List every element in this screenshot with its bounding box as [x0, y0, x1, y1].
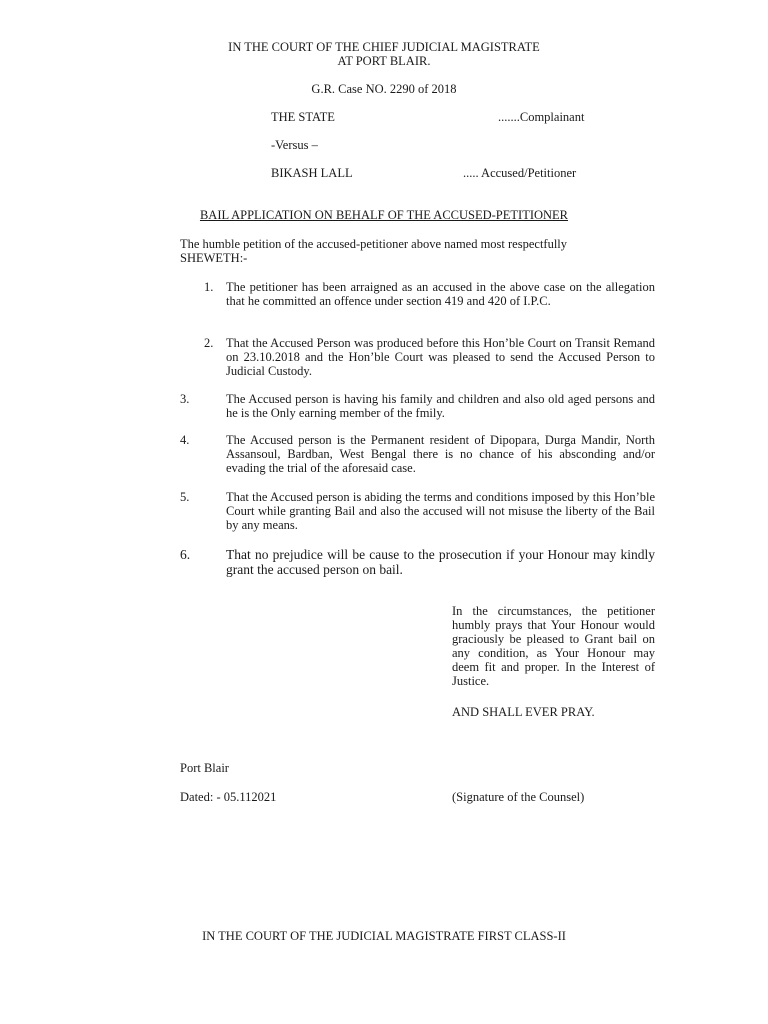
paragraph-text-6: That no prejudice will be cause to the prosecution if your Honour may kindly grant the accused person on bail.: [226, 547, 655, 577]
application-title: BAIL APPLICATION ON BEHALF OF THE ACCUSED-PETITIONER: [199, 208, 569, 222]
paragraph-text-1: The petitioner has been arraigned as an accused in the above case on the allegation that he committed an offence under section 419 and 420 of I.P.C.: [226, 280, 655, 308]
party-state-role: .......Complainant: [498, 110, 585, 124]
sheweth-label: SHEWETH:-: [180, 251, 248, 265]
court-title-line2: AT PORT BLAIR.: [337, 54, 431, 68]
versus-label: -Versus –: [271, 138, 318, 152]
paragraph-text-3: The Accused person is having his family and children and also old aged persons and he is the Only earning member of the fmily.: [226, 392, 655, 420]
paragraph-number-5: 5.: [180, 490, 190, 504]
paragraph-number-2: 2.: [204, 336, 214, 350]
paragraph-number-1: 1.: [204, 280, 214, 294]
paragraph-number-3: 3.: [180, 392, 190, 406]
party-accused-role: ..... Accused/Petitioner: [463, 166, 577, 180]
prayer-closing: AND SHALL EVER PRAY.: [452, 705, 595, 719]
case-number: G.R. Case NO. 2290 of 2018: [311, 82, 457, 96]
party-accused: BIKASH LALL: [271, 166, 353, 180]
party-state: THE STATE: [271, 110, 335, 124]
paragraph-text-2: That the Accused Person was produced before this Hon’ble Court on Transit Remand on 23.10.2018 and the Hon’ble Court was pleased to send the Accused Person to Judicial Custody.: [226, 336, 655, 378]
court-title-line1: IN THE COURT OF THE CHIEF JUDICIAL MAGISTRATE: [228, 40, 540, 54]
dated-label: Dated: - 05.112021: [180, 790, 277, 804]
paragraph-number-6: 6.: [180, 547, 191, 562]
paragraph-number-4: 4.: [180, 433, 190, 447]
paragraph-text-4: The Accused person is the Permanent resident of Dipopara, Durga Mandir, North Assansoul, Bardban, West Bengal there is no chance of his absconding and/or evading the trial of the aforesaid case.: [226, 433, 655, 475]
next-page-heading: IN THE COURT OF THE JUDICIAL MAGISTRATE FIRST CLASS-II: [202, 929, 566, 943]
paragraph-text-5: That the Accused person is abiding the terms and conditions imposed by this Hon’ble Court while granting Bail and also the accused will not misuse the liberty of the Bail by any means.: [226, 490, 655, 532]
counsel-signature: (Signature of the Counsel): [452, 790, 585, 804]
place-label: Port Blair: [180, 761, 229, 775]
intro-line: The humble petition of the accused-petitioner above named most respectfully: [180, 237, 568, 251]
prayer-text: In the circumstances, the petitioner humbly prays that Your Honour would graciously be pleased to Grant bail on any condition, as Your Honour may deem fit and proper. In the Interest of Justice.: [452, 604, 655, 688]
